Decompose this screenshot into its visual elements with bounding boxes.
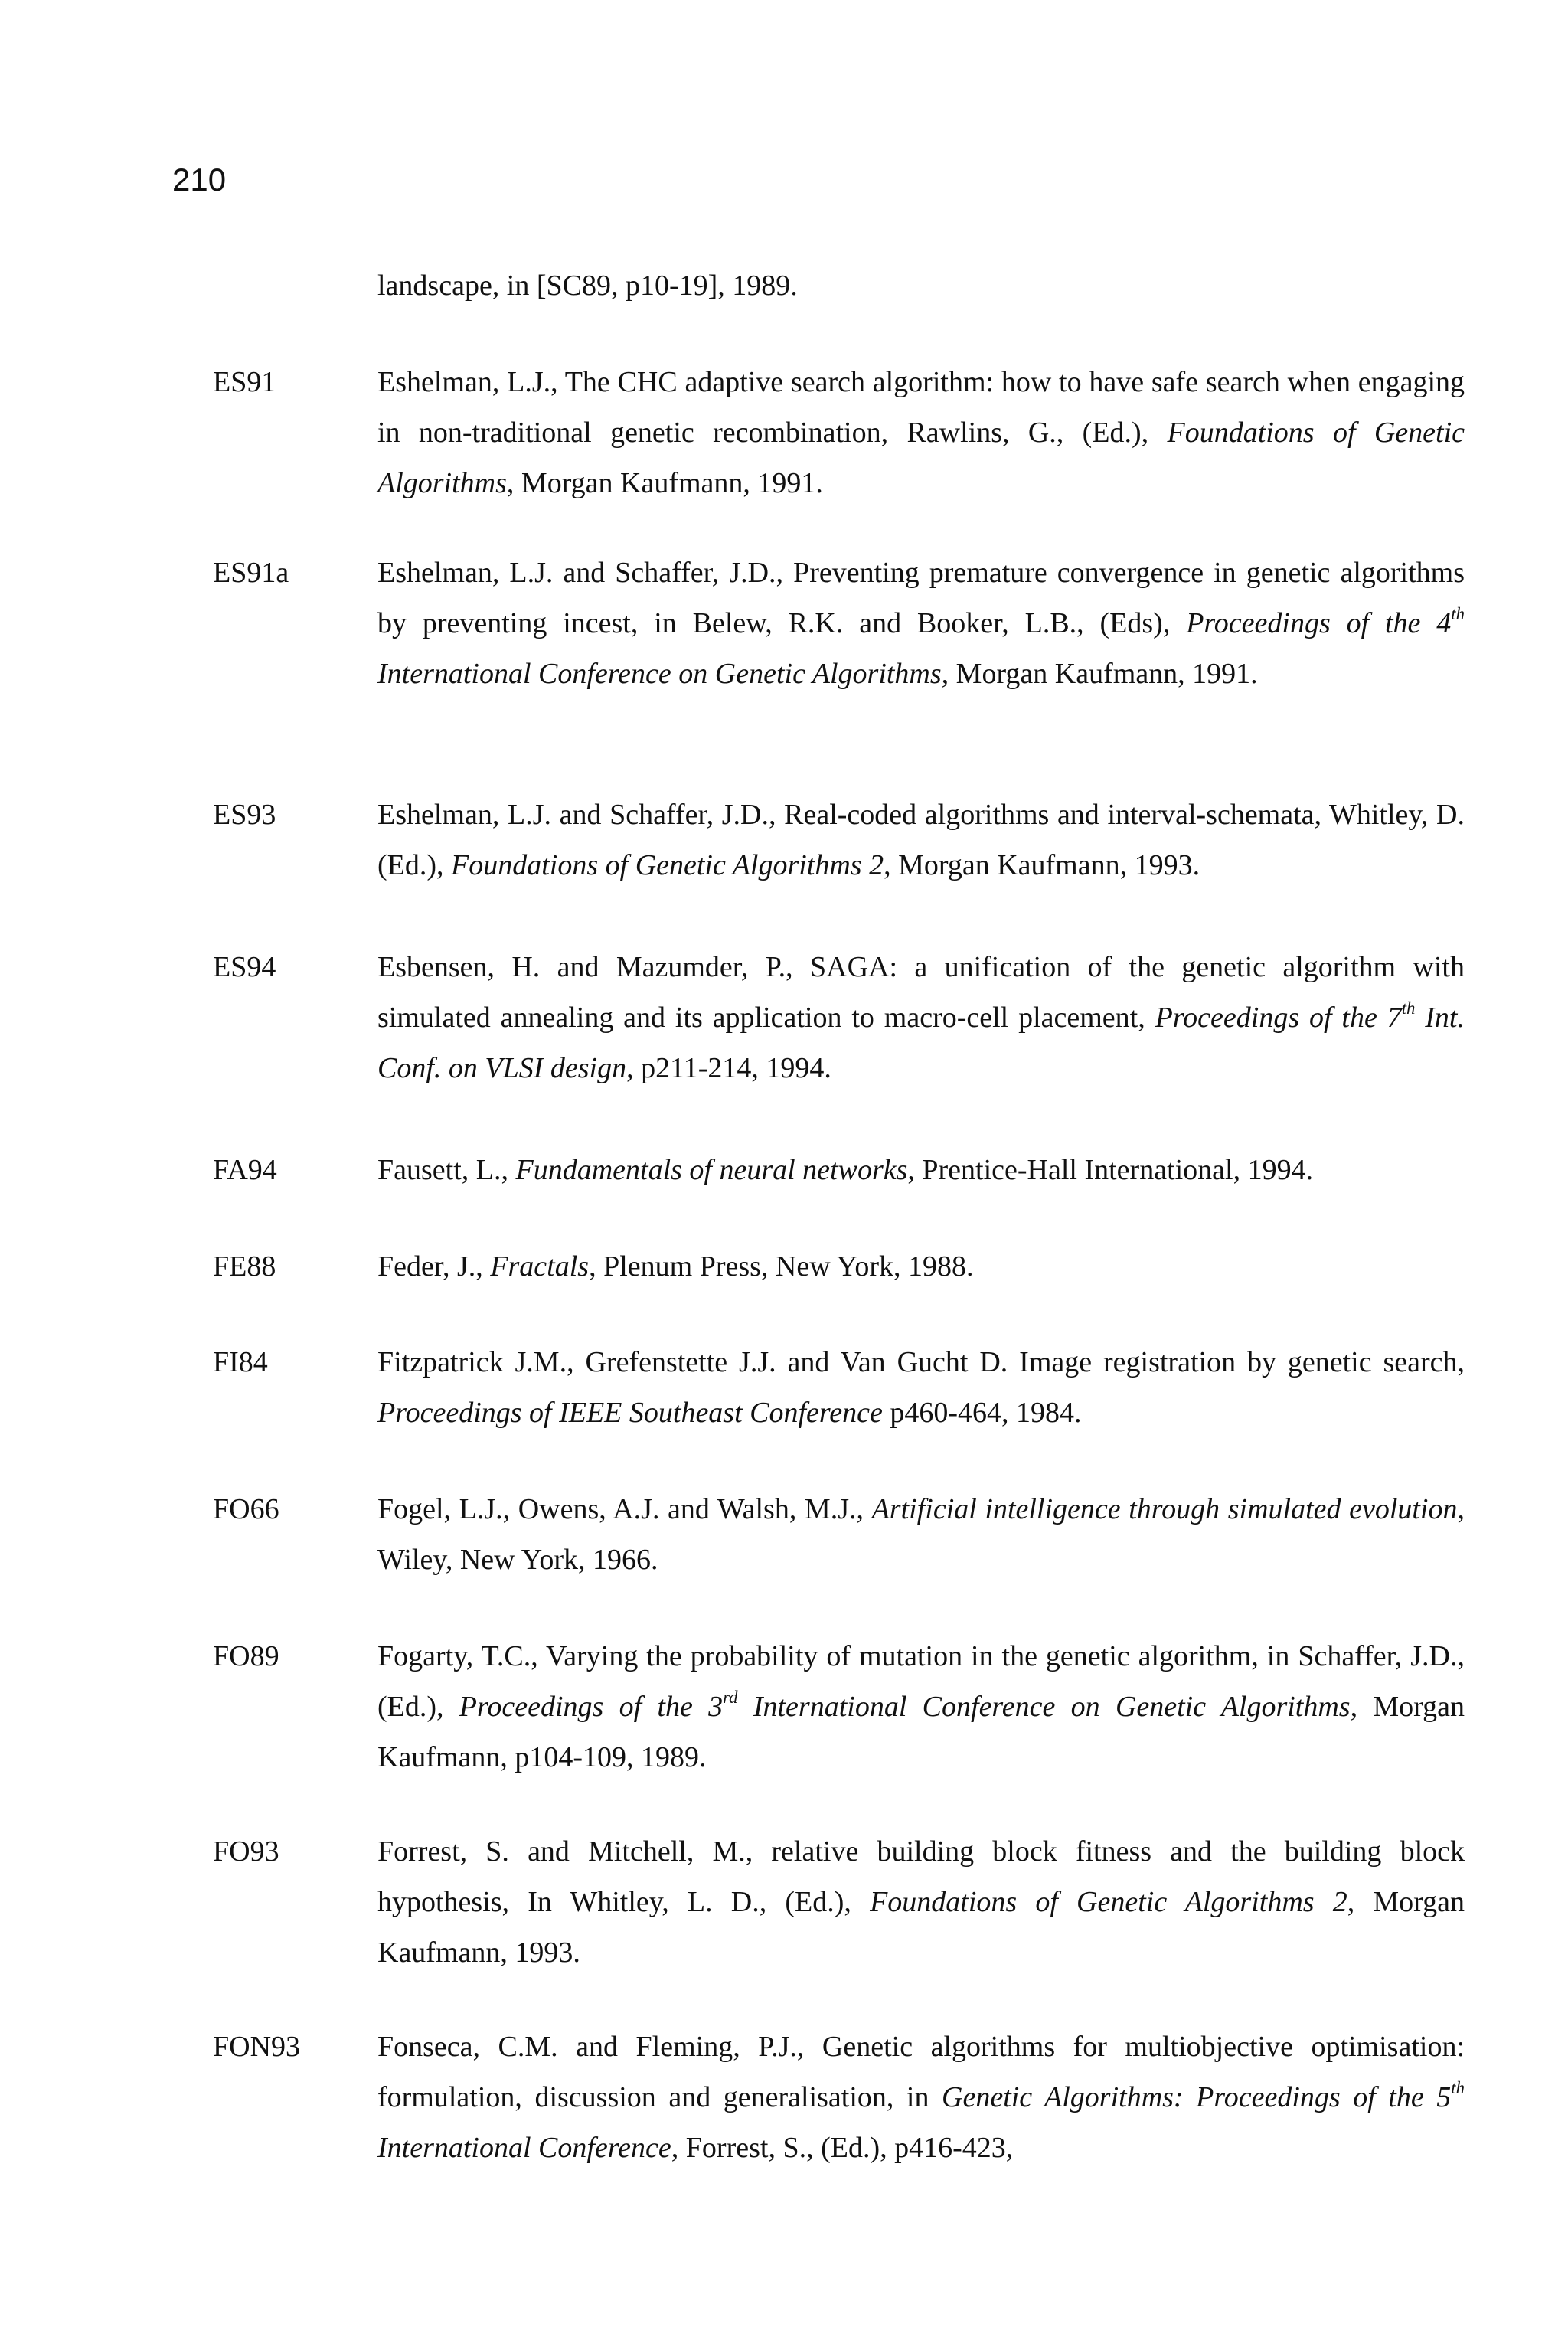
- reference-key: FE88: [213, 1250, 276, 1283]
- italic-title: Proceedings of the 3: [459, 1691, 724, 1723]
- italic-title: Foundations of Genetic Algorithms: [377, 417, 1472, 499]
- reference-key: ES91: [213, 366, 276, 398]
- reference-segment: , Wiley, New York, 1966.: [377, 1493, 1472, 1576]
- reference-text: [377, 789, 1472, 891]
- italic-title: Fractals: [490, 1250, 590, 1283]
- italic-title: Proceedings of the 4: [1186, 607, 1452, 639]
- reference-segment: Fitzpatrick J.M., Grefenstette J.J. and Van Gucht D. Image registration by genetic search,: [377, 1346, 1472, 1378]
- reference-segment: Fogarty, T.C., Varying the probability of mutation in the genetic algorithm, in Schaffer, J.D., (Ed.),: [377, 1640, 1472, 1723]
- reference-key: ES94: [213, 951, 276, 983]
- reference-key: ES93: [213, 799, 276, 831]
- reference-text: [377, 1826, 1472, 1978]
- reference-key: FO66: [213, 1493, 279, 1525]
- ordinal-superscript: th: [1451, 603, 1465, 623]
- reference-segment: Fausett, L.,: [377, 1154, 516, 1186]
- reference-continuation: landscape, in [SC89, p10-19], 1989.: [377, 270, 798, 302]
- reference-segment: Feder, J.,: [377, 1250, 491, 1283]
- reference-key: FO93: [213, 1835, 279, 1868]
- italic-title: International Conference on Genetic Algorithms: [737, 1691, 1351, 1723]
- reference-segment: , Morgan Kaufmann, 1993.: [884, 849, 1200, 881]
- reference-text: [377, 2021, 1472, 2173]
- reference-segment: , Morgan Kaufmann, 1991.: [941, 658, 1258, 690]
- reference-text: [377, 1337, 1472, 1438]
- reference-text: [377, 547, 1472, 699]
- italic-title: International Conference: [377, 2081, 1472, 2164]
- italic-title: Int. Conf. on VLSI design: [377, 1002, 1472, 1084]
- italic-title: Artificial intelligence through simulated evolution: [871, 1493, 1458, 1525]
- reference-segment: Fonseca, C.M. and Fleming, P.J., Genetic algorithms for multiobjective optimisation: formulation, discussion and generalisation, in: [377, 2031, 1472, 2113]
- reference-segment: , Morgan Kaufmann, 1993.: [377, 1886, 1472, 1969]
- ordinal-superscript: rd: [723, 1687, 738, 1707]
- italic-title: Proceedings of IEEE Southeast Conference: [377, 1397, 883, 1429]
- reference-segment: , Prentice-Hall International, 1994.: [907, 1154, 1314, 1186]
- reference-segment: , Plenum Press, New York, 1988.: [589, 1250, 974, 1283]
- reference-text: [377, 357, 1472, 508]
- reference-segment: , Morgan Kaufmann, 1991.: [506, 467, 823, 499]
- reference-key: FON93: [213, 2031, 301, 2063]
- reference-text: [377, 942, 1472, 1093]
- reference-segment: , p211-214, 1994.: [626, 1052, 831, 1084]
- reference-segment: Esbensen, H. and Mazumder, P., SAGA: a unification of the genetic algorithm with simulated annealing and its application to macro-cell placement,: [377, 951, 1472, 1034]
- reference-text: [377, 1145, 1465, 1195]
- italic-title: International Conference on Genetic Algorithms: [377, 607, 1472, 690]
- reference-segment: p460-464, 1984.: [882, 1397, 1082, 1429]
- reference-text: [377, 1631, 1472, 1783]
- ordinal-superscript: th: [1401, 998, 1416, 1018]
- reference-segment: Eshelman, L.J. and Schaffer, J.D., Real-coded algorithms and interval-schemata, Whitley, D. (Ed.),: [377, 799, 1472, 881]
- italic-title: Foundations of Genetic Algorithms 2: [451, 849, 884, 881]
- italic-title: Proceedings of the 7: [1155, 1002, 1402, 1034]
- reference-key: FI84: [213, 1346, 268, 1378]
- page-number: 210: [172, 162, 227, 198]
- reference-text: [377, 1241, 1465, 1292]
- reference-text: [377, 1484, 1472, 1585]
- reference-key: FO89: [213, 1640, 279, 1672]
- reference-key: FA94: [213, 1154, 277, 1186]
- reference-segment: Eshelman, L.J., The CHC adaptive search algorithm: how to have safe search when engaging in non-traditional genetic recombination, Rawlins, G., (Ed.),: [377, 366, 1472, 449]
- reference-segment: , Forrest, S., (Ed.), p416-423,: [671, 2132, 1014, 2164]
- reference-key: ES91a: [213, 557, 289, 589]
- reference-segment: , Morgan Kaufmann, p104-109, 1989.: [377, 1691, 1472, 1773]
- italic-title: Genetic Algorithms: Proceedings of the 5: [942, 2081, 1452, 2113]
- reference-segment: Forrest, S. and Mitchell, M., relative building block fitness and the building block hypothesis, In Whitley, L. D., (Ed.),: [377, 1835, 1472, 1918]
- italic-title: Foundations of Genetic Algorithms 2: [870, 1886, 1348, 1918]
- italic-title: Fundamentals of neural networks: [515, 1154, 908, 1186]
- reference-segment: Eshelman, L.J. and Schaffer, J.D., Preventing premature convergence in genetic algorithms by preventing incest, in Belew, R.K. and Booker, L.B., (Eds),: [377, 557, 1472, 639]
- ordinal-superscript: th: [1451, 2077, 1465, 2097]
- reference-segment: Fogel, L.J., Owens, A.J. and Walsh, M.J.,: [377, 1493, 872, 1525]
